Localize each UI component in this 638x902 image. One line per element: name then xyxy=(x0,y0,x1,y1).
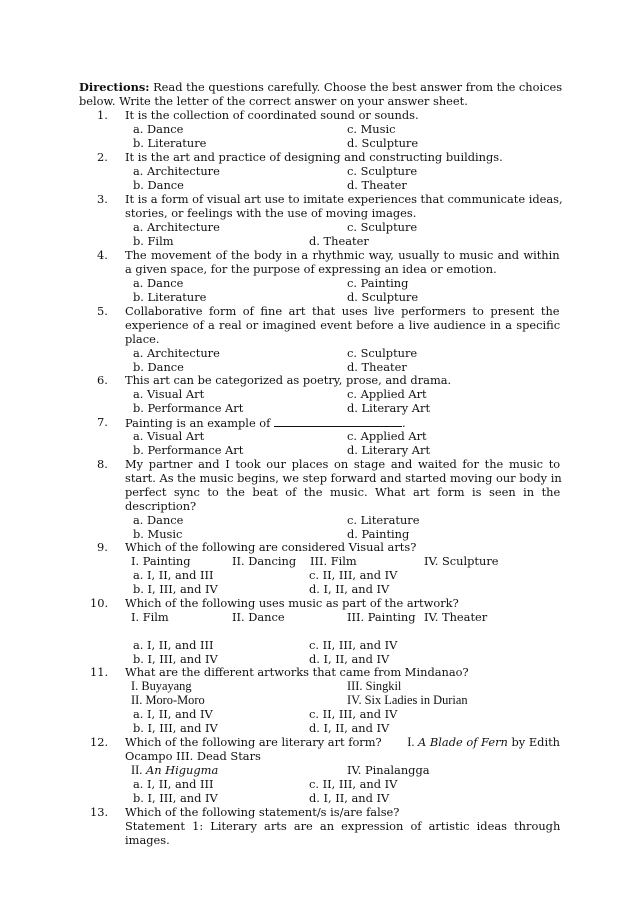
question-text-line-3: perfect sync to the beat of the music. What art form is seen in the xyxy=(125,485,561,499)
choice-d: d. Sculpture xyxy=(347,136,419,150)
directions-line-1 xyxy=(79,80,563,95)
question-number: 5. xyxy=(97,304,108,318)
question-number: 11. xyxy=(90,665,109,679)
item-iii: III. Painting xyxy=(347,610,416,624)
question-text-line-4: description? xyxy=(125,499,197,513)
question-number: 2. xyxy=(97,150,108,164)
question-text-line-2: start. As the music begins, we step forward and started moving our body in xyxy=(125,471,562,485)
choice-d: d. Sculpture xyxy=(347,290,419,304)
question-text: It is the collection of coordinated sound or sounds. xyxy=(125,108,419,122)
choice-d: d. Theater xyxy=(347,178,407,192)
choice-b: b. Performance Art xyxy=(133,443,244,457)
choice-b: b. I, III, and IV xyxy=(133,652,218,666)
question-text: Which of the following uses music as part of the artwork? xyxy=(125,596,459,610)
item-ii xyxy=(131,764,218,778)
item-i-title: A Blade of Fern xyxy=(418,735,508,749)
question-text: It is a form of visual art use to imitate experiences that communicate ideas, xyxy=(125,192,563,206)
choice-c: c. II, III, and IV xyxy=(309,638,398,652)
question-number: 4. xyxy=(97,248,108,262)
choice-b: b. Music xyxy=(133,527,183,541)
directions-label: Directions: xyxy=(79,80,150,94)
question-text-line-1 xyxy=(125,192,563,207)
statement-1-line-1: Statement 1: Literary arts are an expression of artistic ideas through xyxy=(125,819,561,833)
question-text-line-1: Collaborative form of fine art that uses live performers to present the xyxy=(125,304,560,318)
choice-c: c. Sculpture xyxy=(347,164,418,178)
item-ii: II. Dance xyxy=(232,610,285,624)
directions-text-1: Read the questions carefully. Choose the best answer from the choices xyxy=(153,80,563,94)
choice-a: a. Dance xyxy=(133,122,184,136)
item-i: I. xyxy=(407,735,415,749)
choice-b: b. Performance Art xyxy=(133,401,244,415)
question-number: 3. xyxy=(97,192,108,206)
choice-d: d. Literary Art xyxy=(347,401,431,415)
choice-b: b. Film xyxy=(133,234,174,248)
question-text: What are the different artworks that came from Mindanao? xyxy=(125,665,469,679)
item-i-author: by Edith xyxy=(511,735,560,749)
choice-a: a. I, II, and IV xyxy=(133,707,213,721)
choice-c: c. II, III, and IV xyxy=(309,568,398,582)
choice-a: a. Visual Art xyxy=(133,387,205,401)
question-number: 6. xyxy=(97,373,108,387)
question-number: 8. xyxy=(97,457,108,471)
item-ii: II. Moro-Moro xyxy=(131,693,205,707)
choice-d: d. Painting xyxy=(347,527,410,541)
question-number: 10. xyxy=(90,596,109,610)
choice-a: a. Visual Art xyxy=(133,429,205,443)
choice-c: c. II, III, and IV xyxy=(309,777,398,791)
question-number: 13. xyxy=(90,805,109,819)
item-iii: III. Singkil xyxy=(347,679,402,693)
question-text-line-2: stories, or feelings with the use of moving images. xyxy=(125,206,417,220)
choice-c: c. Applied Art xyxy=(347,387,427,401)
choice-a: a. Architecture xyxy=(133,346,220,360)
question-text-line-1: The movement of the body in a rhythmic way, usually to music and within xyxy=(125,248,560,262)
choice-a: a. Architecture xyxy=(133,220,220,234)
choice-d: d. I, II, and IV xyxy=(309,582,390,596)
choice-c: c. Sculpture xyxy=(347,220,418,234)
choice-d: d. I, II, and IV xyxy=(309,721,390,735)
choice-d: d. I, II, and IV xyxy=(309,791,390,805)
question-text-end: . xyxy=(402,416,406,430)
choice-a: a. I, II, and III xyxy=(133,568,214,582)
choice-c: c. Painting xyxy=(347,276,409,290)
choice-d: d. I, II, and IV xyxy=(309,652,390,666)
choice-a: a. Dance xyxy=(133,513,184,527)
question-text-line-2: Ocampo III. Dead Stars xyxy=(125,749,261,763)
item-ii-title: An Higugma xyxy=(145,763,219,777)
question-text-line-2: a given space, for the purpose of expressing an idea or emotion. xyxy=(125,262,497,276)
choice-a: a. I, II, and III xyxy=(133,638,214,652)
choice-a: a. Dance xyxy=(133,276,184,290)
choice-b: b. Literature xyxy=(133,136,207,150)
item-i: I. Painting xyxy=(131,554,191,568)
question-text-line-1: My partner and I took our places on stage and waited for the music to xyxy=(125,457,561,471)
item-iv: IV. Pinalangga xyxy=(347,763,430,777)
choice-c: c. Sculpture xyxy=(347,346,418,360)
question-number: 1. xyxy=(97,108,108,122)
choice-b: b. I, III, and IV xyxy=(133,791,218,805)
answer-blank xyxy=(274,416,402,427)
choice-a: a. I, II, and III xyxy=(133,777,214,791)
question-number: 9. xyxy=(97,540,108,554)
choice-d: d. Theater xyxy=(347,360,407,374)
choice-d: d. Theater xyxy=(309,234,369,248)
choice-b: b. Dance xyxy=(133,360,184,374)
directions-line-2: below. Write the letter of the correct answer on your answer sheet. xyxy=(79,94,468,108)
question-text: It is the art and practice of designing and constructing buildings. xyxy=(125,150,503,164)
question-text: Which of the following are literary art form? xyxy=(125,735,386,749)
item-iv: IV. Six Ladies in Durian xyxy=(347,693,468,707)
choice-c: c. Literature xyxy=(347,513,420,527)
choice-b: b. Literature xyxy=(133,290,207,304)
item-iii: III. Film xyxy=(310,554,357,568)
choice-a: a. Architecture xyxy=(133,164,220,178)
item-ii-numeral: II. xyxy=(131,763,143,777)
statement-1-line-2: images. xyxy=(125,833,170,847)
item-iv: IV. Theater xyxy=(424,610,488,624)
choice-c: c. Applied Art xyxy=(347,429,427,443)
question-number: 12. xyxy=(90,735,109,749)
choice-b: b. I, III, and IV xyxy=(133,582,218,596)
choice-c: c. Music xyxy=(347,122,396,136)
question-text: Which of the following are considered Visual arts? xyxy=(125,540,417,554)
item-i: I. Buyayang xyxy=(131,679,192,693)
question-text-start: Painting is an example of xyxy=(125,416,271,430)
question-number: 7. xyxy=(97,415,108,429)
question-text-line-2: experience of a real or imagined event before a live audience in a specific xyxy=(125,318,561,332)
choice-c: c. II, III, and IV xyxy=(309,707,398,721)
item-iv: IV. Sculpture xyxy=(424,554,499,568)
choice-d: d. Literary Art xyxy=(347,443,431,457)
question-text-line-1 xyxy=(125,736,560,750)
item-i: I. Film xyxy=(131,610,169,624)
item-ii: II. Dancing xyxy=(232,554,297,568)
question-text: Which of the following statement/s is/are false? xyxy=(125,805,400,819)
question-text-line-3: place. xyxy=(125,332,160,346)
choice-b: b. I, III, and IV xyxy=(133,721,218,735)
choice-b: b. Dance xyxy=(133,178,184,192)
question-text: This art can be categorized as poetry, prose, and drama. xyxy=(125,373,452,387)
